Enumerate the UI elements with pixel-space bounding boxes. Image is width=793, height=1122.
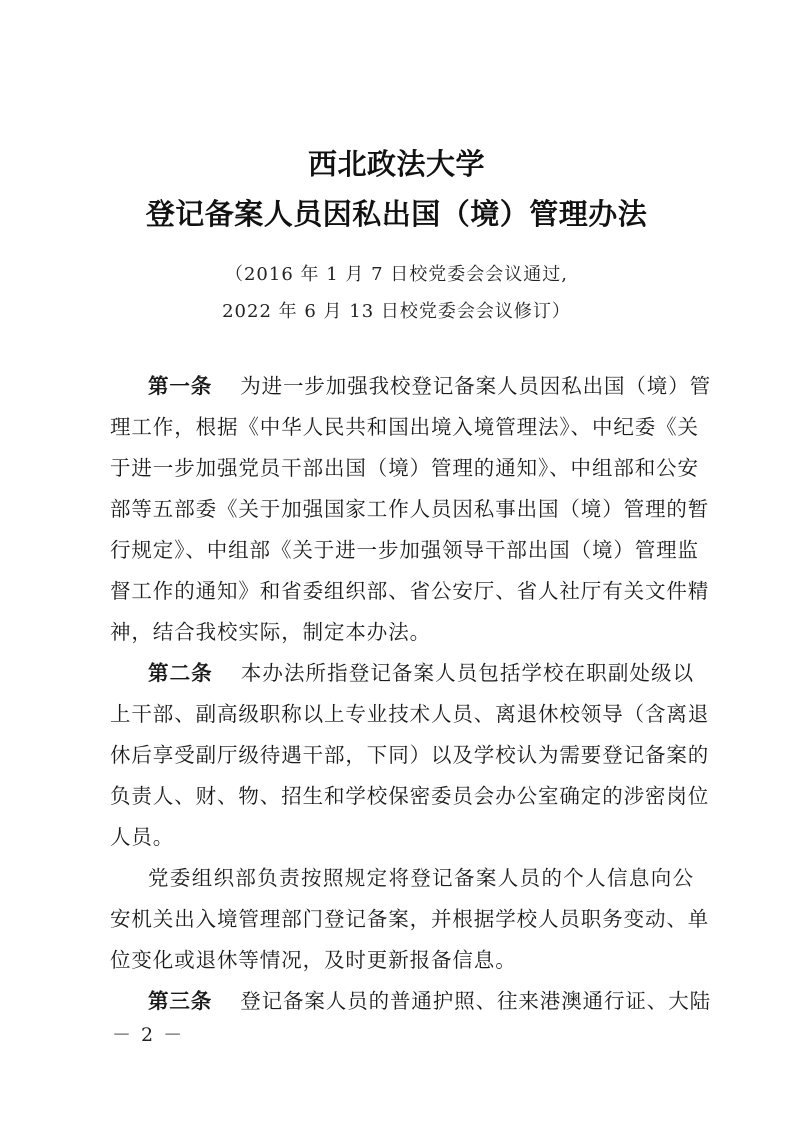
- article1-text-line4: 部等五部委《关于加强国家工作人员因私事出国（境）管理的暂: [110, 497, 710, 521]
- article1-text-line1: 为进一步加强我校登记备案人员因私出国（境）管: [240, 374, 712, 398]
- document-title-line2: 登记备案人员因私出国（境）管理办法: [145, 197, 648, 231]
- article1-text-line5: 行规定》、中组部《关于进一步加强领导干部出国（境）管理监: [110, 538, 699, 562]
- article1-text-line2: 理工作，根据《中华人民共和国出境入境管理法》、中纪委《关: [110, 415, 699, 439]
- article2-first-line: [148, 659, 694, 687]
- article2-para2-line3: 位变化或退休等情况，及时更新报备信息。: [110, 948, 517, 972]
- article1-text-line6: 督工作的通知》和省委组织部、省公安厅、省人社厅有关文件精: [110, 579, 710, 603]
- adoption-note-line1: （2016 年 1 月 7 日校党委会会议通过,: [224, 264, 569, 285]
- article2-text-line1: 本办法所指登记备案人员包括学校在职副处级以: [240, 661, 694, 685]
- article2-label: 第二条: [148, 661, 213, 685]
- article1-first-line: [148, 372, 712, 400]
- article2-text-line5: 人员。: [110, 825, 175, 849]
- article1-text-line7: 神，结合我校实际，制定本办法。: [110, 620, 431, 644]
- article3-first-line: [148, 987, 712, 1015]
- article2-text-line3: 休后享受副厅级待遇干部，下同）以及学校认为需要登记备案的: [110, 743, 710, 767]
- document-title-line1: 西北政法大学: [307, 147, 485, 181]
- article3-label: 第三条: [148, 989, 213, 1013]
- adoption-note-line2: 2022 年 6 月 13 日校党委会会议修订）: [222, 301, 571, 322]
- article2-para2-line1: 党委组织部负责按照规定将登记备案人员的个人信息向公: [148, 866, 694, 890]
- article2-para2-line2: 安机关出入境管理部门登记备案，并根据学校人员职务变动、单: [110, 907, 710, 931]
- article2-text-line2: 上干部、副高级职称以上专业技术人员、离退休校领导（含离退: [110, 702, 710, 726]
- article1-text-line3: 于进一步加强党员干部出国（境）管理的通知》、中组部和公安: [110, 456, 699, 480]
- article2-text-line4: 负责人、财、物、招生和学校保密委员会办公室确定的涉密岗位: [110, 784, 710, 808]
- article3-text-line1: 登记备案人员的普通护照、往来港澳通行证、大陆: [240, 989, 712, 1013]
- article1-label: 第一条: [148, 374, 213, 398]
- page-number: － 2 －: [112, 1024, 185, 1046]
